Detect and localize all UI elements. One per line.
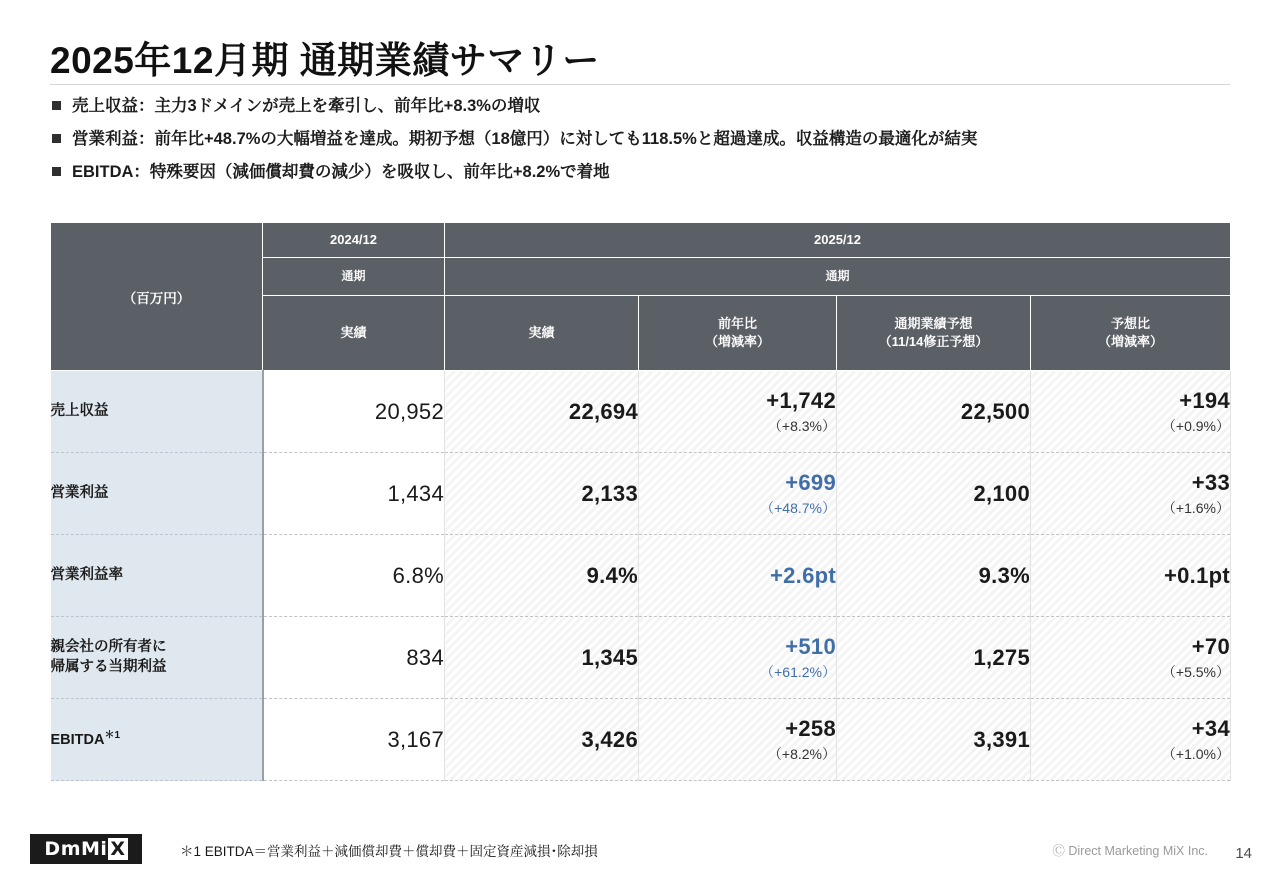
cell-value: 1,345	[581, 644, 638, 670]
cell-vs-forecast	[1031, 371, 1231, 453]
header-col-yoy	[639, 296, 837, 371]
cell-yoy	[639, 371, 837, 453]
cell-curr-actual	[445, 535, 639, 617]
cell-subvalue: （+5.5%）	[1161, 663, 1230, 680]
footnote: ＊1 EBITDA＝営業利益＋減価償却費＋償却費＋固定資産減損･除却損	[180, 844, 598, 859]
header-col-yoy-line2: （増減率）	[704, 334, 770, 349]
cell-curr-actual	[445, 617, 639, 699]
bullet-marker-icon	[52, 167, 61, 176]
table-row	[51, 617, 1231, 699]
financial-summary-table	[50, 222, 1231, 781]
row-label	[51, 699, 263, 781]
table-row	[51, 535, 1231, 617]
cell-vs-forecast	[1031, 699, 1231, 781]
table-row	[51, 371, 1231, 453]
cell-vs-forecast	[1031, 453, 1231, 535]
row-label: 売上収益	[51, 371, 263, 453]
cell-prev-actual	[263, 699, 445, 781]
cell-value: +33	[1191, 469, 1230, 495]
row-label: 営業利益率	[51, 535, 263, 617]
bullet-marker-icon	[52, 101, 61, 110]
header-col-curr-actual: 実績	[445, 296, 639, 371]
cell-prev-actual	[263, 453, 445, 535]
header-col-vs-forecast-line1: 予想比	[1110, 316, 1150, 332]
header-span-prev: 通期	[263, 258, 445, 296]
cell-value: 3,391	[973, 726, 1030, 752]
header-col-forecast	[837, 296, 1031, 371]
financial-table-wrapper	[50, 222, 1230, 781]
title-divider	[50, 84, 1230, 85]
header-col-forecast-line1: 通期業績予想	[894, 316, 973, 332]
cell-value: +70	[1191, 633, 1230, 659]
page-title: 2025年12月期 通期業績サマリー	[50, 40, 600, 81]
cell-value: 834	[406, 644, 444, 670]
cell-subvalue: （+1.6%）	[1161, 499, 1230, 516]
cell-value: 2,133	[581, 480, 638, 506]
row-label-text: EBITDA	[50, 731, 105, 748]
cell-value: 2,100	[973, 480, 1030, 506]
cell-subvalue: （+0.9%）	[1161, 417, 1230, 434]
header-col-forecast-line2: （11/14修正予想）	[878, 334, 989, 349]
cell-value: +699	[785, 469, 836, 495]
header-col-vs-forecast-line2: （増減率）	[1097, 334, 1163, 349]
table-header	[51, 223, 1231, 371]
cell-yoy	[639, 617, 837, 699]
header-period-2025: 2025/12	[445, 223, 1231, 258]
cell-curr-actual	[445, 699, 639, 781]
cell-subvalue: （+8.3%）	[767, 417, 836, 434]
row-label-line2: 帰属する当期利益	[50, 658, 167, 675]
cell-value: 22,500	[960, 398, 1030, 424]
cell-value: 1,275	[973, 644, 1030, 670]
cell-vs-forecast	[1031, 617, 1231, 699]
bullet-text: EBITDA：特殊要因（減価償却費の減少）を吸収し、前年比+8.2%で着地	[72, 162, 610, 181]
cell-forecast	[837, 535, 1031, 617]
cell-value: 20,952	[374, 398, 444, 424]
cell-subvalue: （+8.2%）	[767, 745, 836, 762]
cell-forecast	[837, 699, 1031, 781]
cell-subvalue: （+1.0%）	[1161, 745, 1230, 762]
cell-value: +34	[1191, 715, 1230, 741]
cell-value: +2.6pt	[770, 562, 836, 588]
cell-value: 9.4%	[586, 562, 638, 588]
cell-value: +0.1pt	[1164, 562, 1230, 588]
cell-curr-actual	[445, 371, 639, 453]
header-col-prev-actual: 実績	[263, 296, 445, 371]
cell-value: +258	[785, 715, 836, 741]
logo-mark: X	[110, 838, 126, 860]
cell-value: 3,167	[387, 726, 444, 752]
cell-subvalue: （+48.7%）	[760, 499, 836, 516]
header-span-curr: 通期	[445, 258, 1231, 296]
header-col-yoy-line1: 前年比	[717, 316, 757, 332]
page-number: 14	[1235, 845, 1252, 862]
cell-prev-actual	[263, 371, 445, 453]
bullet-item	[52, 160, 1232, 185]
cell-value: 22,694	[568, 398, 638, 424]
summary-bullets	[52, 94, 1232, 192]
cell-value: +510	[785, 633, 836, 659]
cell-prev-actual	[263, 535, 445, 617]
row-label-footnote-mark: ＊1	[104, 729, 121, 741]
copyright-text: Ⓒ Direct Marketing MiX Inc.	[1052, 844, 1208, 858]
company-logo	[30, 834, 142, 864]
bullet-item	[52, 94, 1232, 119]
row-label: 営業利益	[51, 453, 263, 535]
cell-value: 3,426	[581, 726, 638, 752]
cell-forecast	[837, 617, 1031, 699]
cell-yoy	[639, 453, 837, 535]
bullet-item	[52, 127, 1232, 152]
bullet-marker-icon	[52, 134, 61, 143]
cell-vs-forecast	[1031, 535, 1231, 617]
header-col-vs-forecast	[1031, 296, 1231, 371]
cell-curr-actual	[445, 453, 639, 535]
bullet-text: 売上収益：主力3ドメインが売上を牽引し、前年比+8.3%の増収	[72, 97, 541, 115]
cell-forecast	[837, 371, 1031, 453]
logo-text: DmMi	[44, 838, 108, 860]
table-body	[51, 371, 1231, 781]
cell-prev-actual	[263, 617, 445, 699]
cell-yoy	[639, 535, 837, 617]
cell-yoy	[639, 699, 837, 781]
header-period-2024: 2024/12	[263, 223, 445, 258]
cell-subvalue: （+61.2%）	[760, 663, 836, 680]
cell-value: 6.8%	[392, 562, 444, 588]
bullet-text: 営業利益：前年比+48.7%の大幅増益を達成。期初予想（18億円）に対しても118.5%と超過達成。収益構造の最適化が結実	[72, 129, 978, 148]
table-row	[51, 699, 1231, 781]
cell-forecast	[837, 453, 1031, 535]
table-row	[51, 453, 1231, 535]
unit-label: （百万円）	[51, 223, 263, 371]
row-label	[51, 617, 263, 699]
row-label-line1: 親会社の所有者に	[50, 638, 167, 655]
cell-value: +1,742	[766, 387, 836, 413]
cell-value: 9.3%	[978, 562, 1030, 588]
cell-value: +194	[1179, 387, 1230, 413]
cell-value: 1,434	[387, 480, 444, 506]
